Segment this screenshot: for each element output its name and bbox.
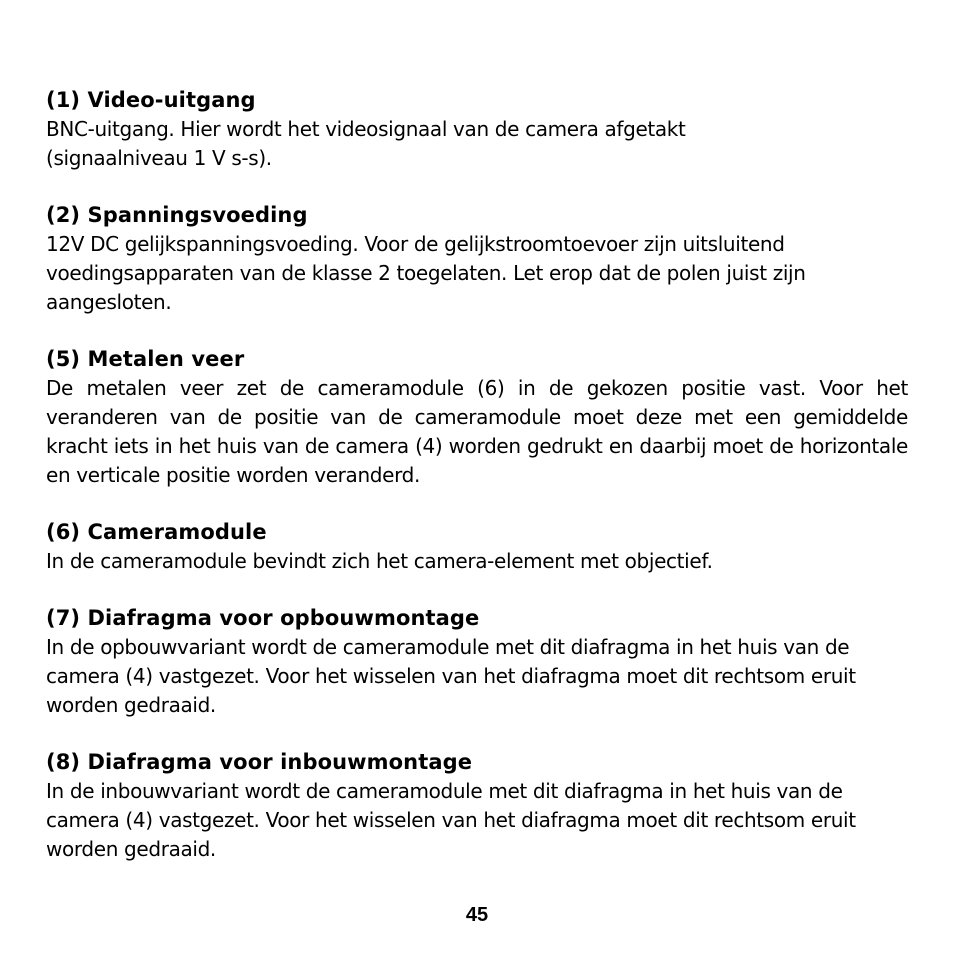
section-video-uitgang: [46, 86, 908, 173]
section-heading: (7) Diafragma voor opbouwmontage: [46, 606, 480, 630]
section-metalen-veer: [46, 345, 908, 490]
section-body: BNC-uitgang. Hier wordt het videosignaal van de camera afgetakt (signaalniveau 1 V s-s).: [46, 117, 686, 170]
section-body: In de opbouwvariant wordt de cameramodule met dit diafragma in het huis van de camera (4) vastgezet. Voor het wisselen van het diafragma moet dit rechtsom eruit worden gedraaid.: [46, 635, 856, 717]
section-body: In de inbouwvariant wordt de cameramodule met dit diafragma in het huis van de camera (4) vastgezet. Voor het wisselen van het diafragma moet dit rechtsom eruit worden gedraaid.: [46, 779, 856, 861]
section-heading: (8) Diafragma voor inbouwmontage: [46, 750, 473, 774]
page-number: 45: [465, 904, 489, 926]
section-body: In de cameramodule bevindt zich het camera-element met objectief.: [46, 549, 713, 573]
section-heading: (5) Metalen veer: [46, 347, 245, 371]
section-body: 12V DC gelijkspanningsvoeding. Voor de gelijkstroomtoevoer zijn uitsluitend voedingsapparaten van de klasse 2 toegelaten. Let erop dat de polen juist zijn aangesloten.: [46, 232, 806, 314]
section-heading: (6) Cameramodule: [46, 520, 267, 544]
section-spanningsvoeding: [46, 201, 908, 317]
section-heading: (1) Video-uitgang: [46, 88, 256, 112]
section-cameramodule: [46, 518, 908, 576]
section-diafragma-inbouw: [46, 748, 908, 864]
section-diafragma-opbouw: [46, 604, 908, 720]
section-heading: (2) Spanningsvoeding: [46, 203, 308, 227]
document-page: [46, 86, 908, 864]
section-body: De metalen veer zet de cameramodule (6) in de gekozen positie vast. Voor het veranderen van de positie van de cameramodule moet deze met een gemiddelde kracht iets in het huis van de camera (4) worden gedrukt en daarbij moet de horizontale en verticale positie worden veranderd.: [46, 376, 908, 487]
